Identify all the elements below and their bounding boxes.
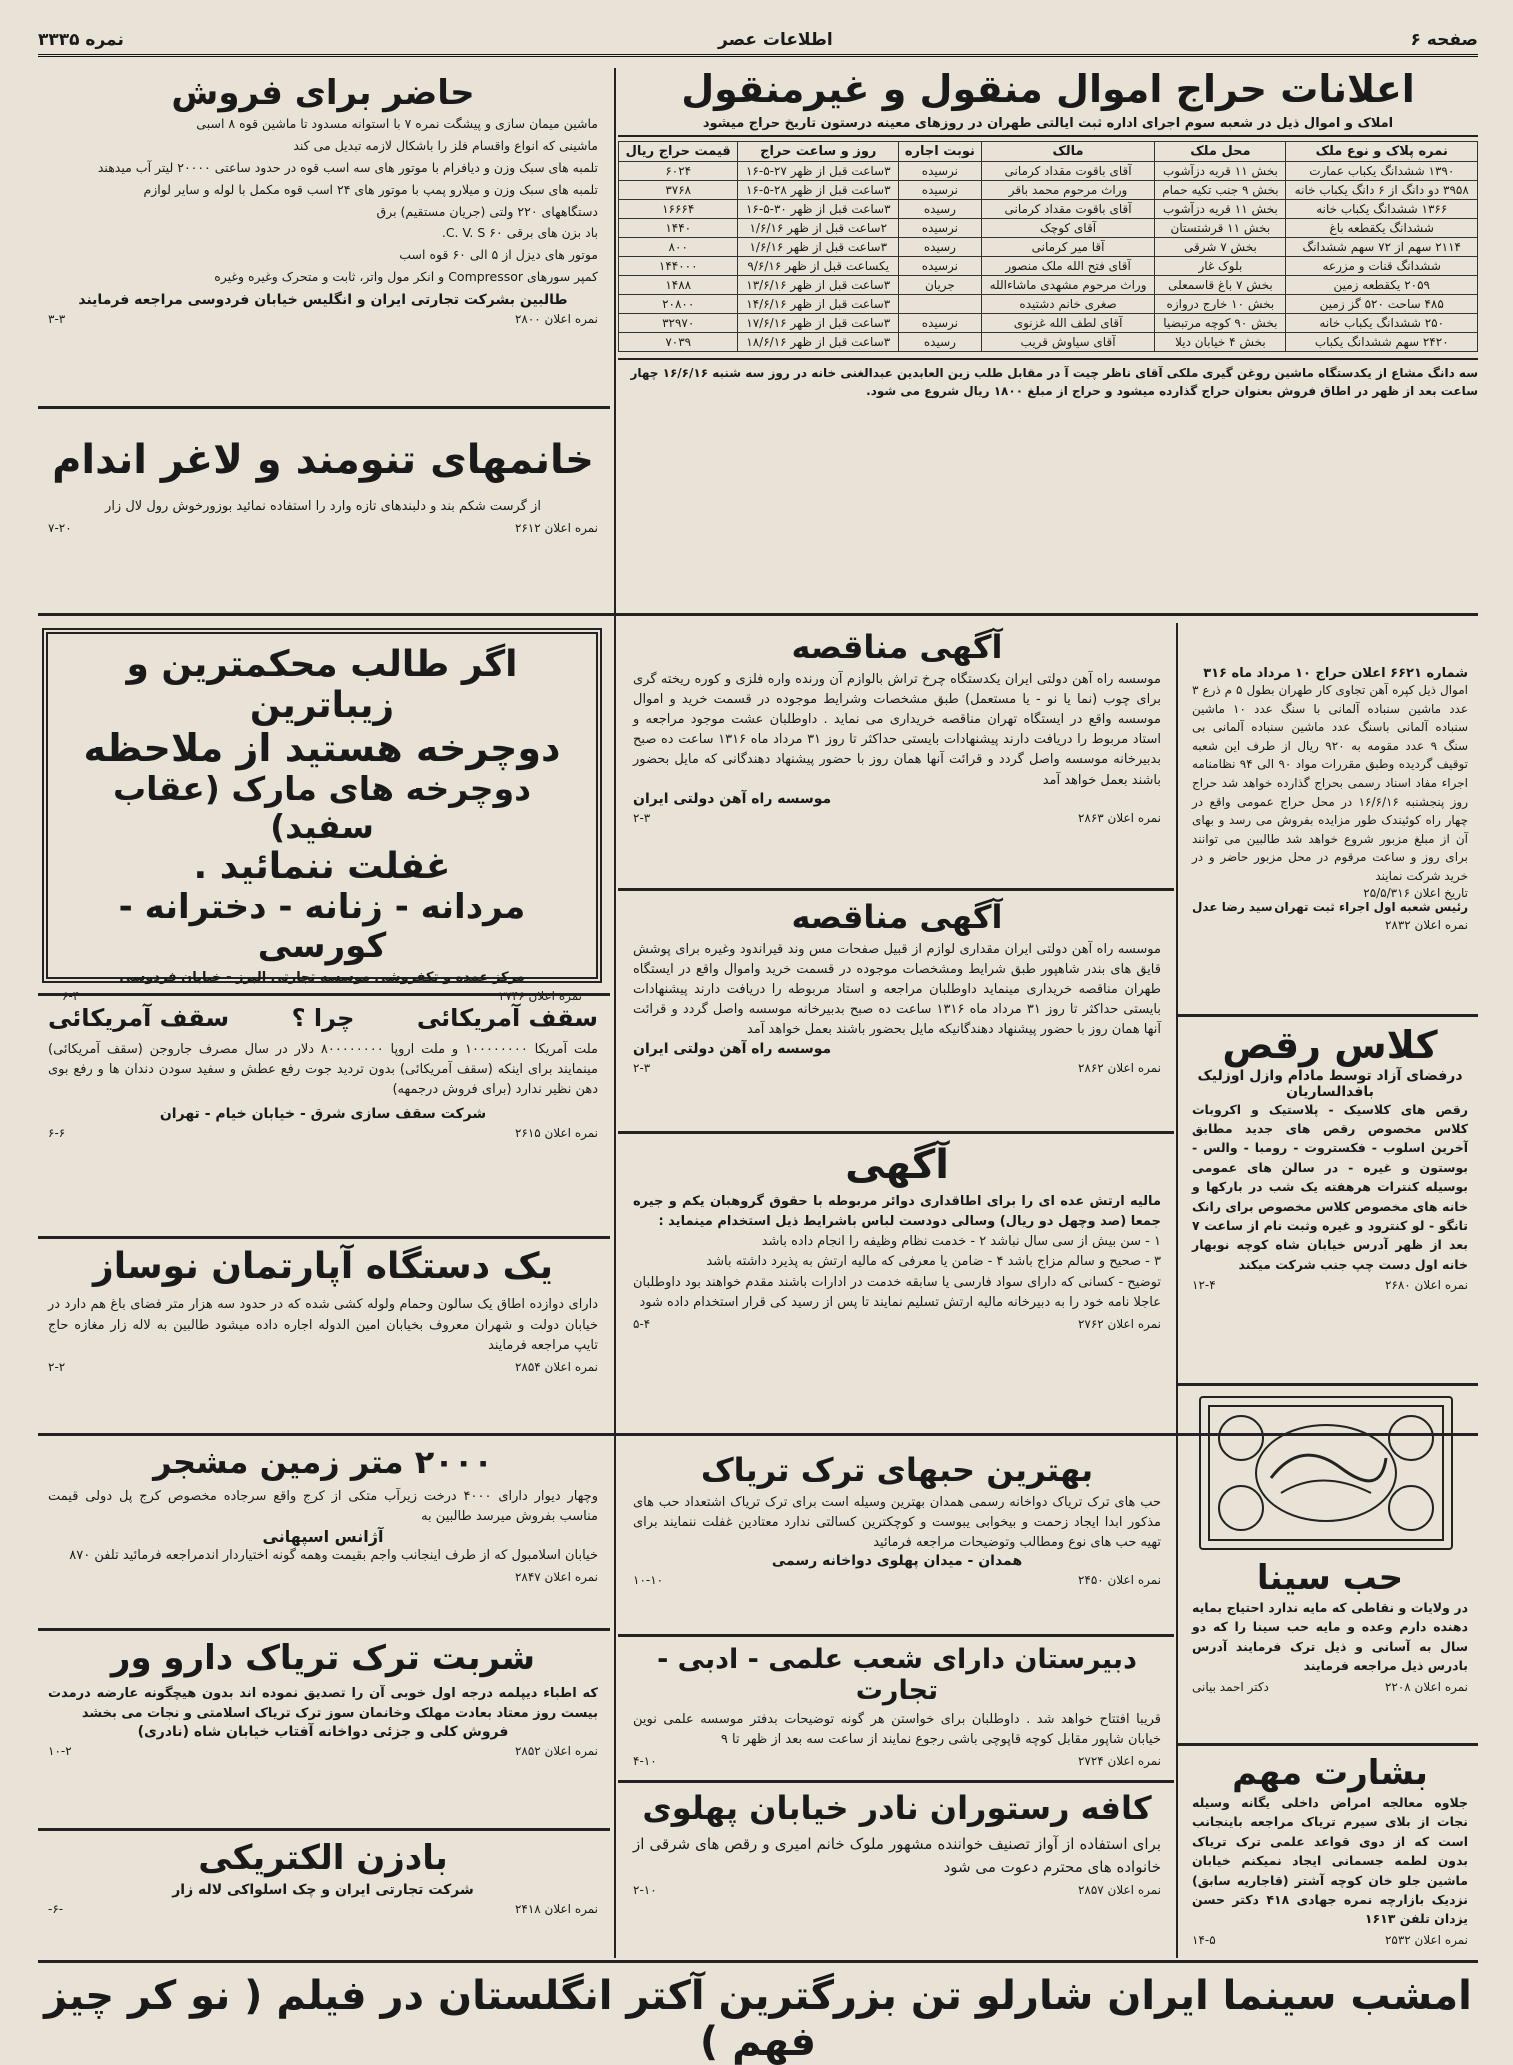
bicycle-line-3: دوچرخه های مارک (عقاب سفید) [112, 769, 532, 847]
bicycle-line-2: دوچرخه هستید از ملاحظه [83, 725, 561, 770]
auction-cell: ۱۶۶۶۴ [619, 199, 738, 218]
auction-cell: بخش ۹ جنب تکیه حمام [1155, 180, 1286, 199]
auction-cell: بخش ۱۱ قریه دزآشوب [1155, 161, 1286, 180]
auction-cell: بلوک غار [1155, 256, 1286, 275]
auction-cell: نرسیده [899, 256, 982, 275]
divider [1178, 1743, 1478, 1746]
auction-cell: آقای فتح الله ملک منصور [981, 256, 1155, 275]
school-code: ۴-۱۰ [633, 1754, 657, 1769]
opium-syrup-sale: فروش کلی و جزئی دواخانه آفتاب خیابان شاه (نادری) [137, 1724, 509, 1741]
auction-row [619, 294, 1478, 313]
auction-cell: آقای باقوت مقداد کرمانی [981, 199, 1155, 218]
ladies-code: ۷-۲۰ [48, 521, 72, 536]
opium-syrup-title: شربت ترک تریاک دارو ور [110, 1638, 536, 1678]
dance-code: ۱۲-۴ [1192, 1278, 1216, 1293]
auction-cell: رسیده [899, 199, 982, 218]
ladies-title: خانمهای تنومند و لاغر اندام [52, 437, 594, 483]
page-header [38, 28, 1478, 57]
tender-1-ad [623, 623, 1171, 885]
auction-cell: ۳ساعت قبل از ظهر ۲۷-۵-۱۶ [738, 161, 899, 180]
for-sale-line: تلمبه های سبک وزن و میلارو پمپ با موتور های ۲۴ اسب قوه مکمل با لوله و سایر لوازم [143, 181, 598, 197]
school-ad-number: نمره اعلان ۲۷۲۴ [1077, 1754, 1161, 1769]
sina-title: حب سینا [1256, 1558, 1404, 1598]
good-news-ad-number: نمره اعلان ۲۵۳۲ [1384, 1932, 1468, 1947]
hiring-notice-text: مالیه ارتش عده ای را برای اطاقداری دوائر مربوطه با حقوق گروهبان یکم و جیره جمعا (صد وچهل دو ریال) وسالی دودست لباس باشرایط ذیل استخدام مینماید : [633, 1194, 1161, 1230]
page-number: صفحه ۶ [1410, 30, 1478, 50]
column-rule [1176, 623, 1178, 1958]
divider [1178, 1383, 1478, 1386]
auction-cell: وراث مرحوم مشهدی ماشاءالله [981, 275, 1155, 294]
sina-address: دکتر احمد بیانی [1192, 1679, 1269, 1694]
land-ad-number: نمره اعلان ۲۸۴۷ [514, 1570, 598, 1585]
auction-cell: آقای سیاوش قریب [981, 332, 1155, 351]
court-signer-title: رئیس شعبه اول اجراء ثبت تهران [1274, 899, 1468, 914]
bicycle-shop: مرکز عمده و تکفروشی موسسه تجارتی البرز - خیابان فردوسی [119, 969, 525, 985]
opium-syrup-ad [38, 1633, 608, 1823]
best-pills-code: ۱۰-۱۰ [633, 1573, 664, 1588]
best-pills-ad [623, 1446, 1171, 1631]
dance-ad-number: نمره اعلان ۲۶۸۰ [1384, 1278, 1468, 1293]
school-title: دبیرستان دارای شعب علمی - ادبی - تجارت [657, 1644, 1137, 1707]
roof-code: ۶-۶ [48, 1126, 66, 1141]
apartment-ad [38, 1240, 608, 1430]
cafe-title: کافه رستوران نادر خیابان پهلوی [642, 1789, 1152, 1827]
auction-cell: ۸۰۰ [619, 237, 738, 256]
auction-cell: ۶۰۲۴ [619, 161, 738, 180]
auction-table [618, 141, 1478, 352]
for-sale-closing: طالبین بشرکت تجارتی ایران و انگلیس خیابان فردوسی مراجعه فرمایند [78, 292, 568, 309]
auction-cell: ششدانگ یکقطعه باغ [1286, 218, 1478, 237]
auction-cell: ۲۴۲۰ سهم ششدانگ یکباب [1286, 332, 1478, 351]
roof-ad-number: نمره اعلان ۲۶۱۵ [514, 1126, 598, 1141]
court-text: اموال ذیل کپره آهن تجاوی کار طهران بطول ۵ م ذرع ۳ عدد ماشین سنباده آلمانی با سنگ عدد ۱۰ ماشین سنباده آلمانی باسنگ عدد ماشین سنباده آلمانی بی سنگ ۹ عدد مقومه به ۹۲۰ ریال از طرف این شعبه توقیف گردیده وطبق مقررات مواد ۹۰ الی ۹۴ نظامنامه اجراء مفاد اسناد رسمی بحراج گذارده خواهد شد حراج روز پنجشنبه ۱۶/۶/۱۶ در محل حراج عمومی واقع در چهار راه کوئیندک طور مزایده بفروش می رسد و بهای آن از مبلغ مزبور شروع خواهد شد طالبین می توانند برای روز و ساعت مرقوم در محل مزبور حاضر و در خرید شرکت نمایند [1192, 683, 1468, 883]
fan-title: بادزن الکتریکی [198, 1838, 448, 1878]
apartment-text: دارای دوازده اطاق یک سالون وحمام ولوله کشی شده که در حدود سه هزار متر فضای باغ هم دارد در خیابان دولت و شهران معروف بخیابان امین الدوله اجاره داده میشود طالبین به لاله زار مغازه حاج تایپ مراجعه فرمایند [48, 1297, 598, 1353]
bicycle-line-5: مردانه - زنانه - دخترانه - کورسی [118, 886, 526, 966]
for-sale-line: ماشین میمان سازی و پیشگت نمره ۷ با استوانه مسدود تا ماشین قوه ۸ اسبی [196, 116, 598, 132]
sina-ad-number: نمره اعلان ۲۲۰۸ [1384, 1679, 1468, 1694]
auction-cell: ۱۳۹۰ ششدانگ یکباب عمارت [1286, 161, 1478, 180]
auction-cell: بخش ۱۱ قریه دزآشوب [1155, 199, 1286, 218]
divider [618, 1780, 1174, 1783]
court-auction-ad [1182, 660, 1478, 1012]
divider [38, 1960, 1478, 1963]
best-pills-ad-number: نمره اعلان ۲۴۵۰ [1077, 1573, 1161, 1588]
auction-cell: بخش ۹۰ کوچه مرتبضیا [1155, 313, 1286, 332]
divider [38, 406, 610, 409]
for-sale-line: کمپر سورهای Compressor و انکر مول واتر، ثابت و متحرک وغیره وغیره [214, 269, 598, 285]
sina-text: در ولایات و نقاطی که مایه ندارد احتیاج بمایه دهنده دارم وعده و مایه حب سینا را که دو سال به آسانی و ذیل ترک فرمایند آدرس بادرس ذیل مراجعه فرمایند [1192, 1600, 1468, 1674]
auction-cell: ۲ساعت قبل از ظهر ۱/۶/۱۶ [738, 218, 899, 237]
good-news-title: بشارت مهم [1232, 1753, 1428, 1793]
land-address: خیابان اسلامبول که از طرف اینجانب واجم بقیمت وهمه گونه اختیاردار اندمراجعه فرمائید تلفن ۸۷۰ [69, 1548, 598, 1564]
cafe-ad [623, 1784, 1171, 1949]
for-sale-ad-number: نمره اعلان ۲۸۰۰ [514, 312, 598, 327]
auction-row [619, 218, 1478, 237]
auction-cell: ۳ساعت قبل از ظهر ۱۴/۶/۱۶ [738, 294, 899, 313]
good-news-text: جلاوه معالجه امراض داخلی یگانه وسیله نجات از بلای سیرم تریاک مراجعه باینجانب است که از دوی قواعد علمی ترک تریاک بدون لطمه جسمانی ایجاد نمیکنم خیابان ماشین جلو خان کوچه آشتر (قاجاریه سابق) نزدیک بازارچه نمره جهادی ۴۱۸ دکتر حسن یزدان تلفن ۱۶۱۳ [1192, 1795, 1468, 1927]
land-title: ۲۰۰۰ متر زمین مشجر [153, 1443, 493, 1481]
auction-cell: آقای لطف الله غزنوی [981, 313, 1155, 332]
divider [618, 1131, 1174, 1134]
hiring-condition: ۱ - سن بیش از سی سال نباشد ۲ - خدمت نظام وظیفه را انجام داده باشد [761, 1234, 1161, 1250]
fan-ad [38, 1833, 608, 1953]
auction-cell: نرسیده [899, 161, 982, 180]
auction-cell: ۱۳۶۶ ششدانگ یکباب خانه [1286, 199, 1478, 218]
apartment-title: یک دستگاه آپارتمان نوساز [93, 1246, 553, 1287]
auction-cell: بخش ۱۰ خارج دروازه [1155, 294, 1286, 313]
school-ad [623, 1638, 1171, 1778]
hiring-condition: توضیح - کسانی که دارای سواد فارسی یا سابقه خدمت در ادارات باشند مقدم خواهند بود داوطلبان عاجلا نامه خود را به دبیرخانه مالیه ارتش تسلیم نمایند تا پس از رسید کی قرار استخدام داده شود [633, 1274, 1161, 1310]
auction-column-header: قیمت حراج ریال [619, 141, 738, 161]
roof-company: شرکت سقف سازی شرق - خیابان خیام - تهران [159, 1106, 487, 1123]
auction-column-header: نوبت اجاره [899, 141, 982, 161]
tender-2-org: موسسه راه آهن دولتی ایران [633, 1040, 832, 1057]
tender-1-org: موسسه راه آهن دولتی ایران [633, 790, 832, 807]
divider [38, 993, 610, 996]
auction-cell: بخش ۷ باغ قاسمعلی [1155, 275, 1286, 294]
hiring-notice-code: ۵-۴ [633, 1316, 651, 1331]
roof-ad [38, 998, 608, 1228]
auction-cell: ۴۸۵ ساحت ۵۲۰ گز زمین [1286, 294, 1478, 313]
auction-row [619, 256, 1478, 275]
newspaper-name: اطلاعات عصر [718, 30, 833, 50]
tender-1-title: آگهی مناقصه [791, 628, 1003, 666]
auction-cell: ۲۰۵۹ یکقطعه زمین [1286, 275, 1478, 294]
auction-row [619, 180, 1478, 199]
auction-cell: ۱۴۴۰ [619, 218, 738, 237]
hiring-notice-conditions [633, 1232, 1161, 1313]
issue-number: نمره ۳۳۳۵ [38, 30, 124, 50]
auction-cell: ۷۰۳۹ [619, 332, 738, 351]
auction-row [619, 313, 1478, 332]
auction-cell: نرسیده [899, 180, 982, 199]
cafe-ad-number: نمره اعلان ۲۸۵۷ [1077, 1883, 1161, 1898]
hiring-notice-ad-number: نمره اعلان ۲۷۶۲ [1077, 1316, 1161, 1331]
court-date: تاریخ اعلان ۲۵/۵/۳۱۶ [1363, 885, 1468, 900]
bicycle-line-1: اگر طالب محکمترین و زیباترین [126, 644, 518, 727]
apartment-ad-number: نمره اعلان ۲۸۵۴ [514, 1359, 598, 1374]
auction-cell: جریان [899, 275, 982, 294]
sina-stamp-logo [1199, 1396, 1453, 1550]
auction-cell: ۳ساعت قبل از ظهر ۱۷/۶/۱۶ [738, 313, 899, 332]
auction-row [619, 275, 1478, 294]
auction-row [619, 237, 1478, 256]
apartment-code: ۲-۲ [48, 1359, 66, 1374]
school-text: قریبا افتتاح خواهد شد . داوطلبان برای خواستن هر گونه توضیحات بدفتر موسسه علمی نوین خیابان شاپور مقابل کوچه قاپوچی باشی رجوع نمایند از ساعت سه بعد از ظهر تا ۹ [633, 1712, 1161, 1748]
auction-cell: نرسیده [899, 218, 982, 237]
auction-cell: نرسیده [899, 313, 982, 332]
for-sale-line: تلمبه های سبک وزن و دیافرام با موتور های سه اسب قوه در حدود ساعتی ۲۰۰۰۰ لیتر آب میدهند [97, 159, 598, 175]
roof-title-mid: چرا ؟ [291, 1004, 355, 1032]
court-ad-number: نمره اعلان ۲۸۳۲ [1384, 917, 1468, 932]
divider [38, 1828, 610, 1831]
auction-cell: آقا میر کرمانی [981, 237, 1155, 256]
for-sale-line: ماشینی که انواع واقسام فلز را باشکال لازمه تبدیل می کند [293, 137, 598, 153]
auction-cell: ۲۱۱۴ سهم از ۷۲ سهم ششدانگ [1286, 237, 1478, 256]
hiring-notice-title: آگهی [845, 1142, 949, 1188]
for-sale-ad [38, 68, 608, 398]
ladies-text: از گرست شکم بند و دلبندهای تازه وارد را استفاده نمائید بوزورخوش رول لال زار [105, 499, 541, 514]
auction-column-header: نمره پلاک و نوع ملک [1286, 141, 1478, 161]
column-rule [614, 68, 616, 1958]
auction-subtitle: املاک و اموال ذیل در شعبه سوم اجرای اداره ثبت ایالتی طهران در روزهای معینه درستون تاریخ حراج میشود [618, 116, 1478, 137]
auction-cell: وراث مرحوم محمد باقر [981, 180, 1155, 199]
for-sale-line: دستگاههای ۲۲۰ ولتی (جریان مستقیم) برق [376, 203, 598, 219]
divider [38, 1236, 610, 1239]
auction-cell: ۳ساعت قبل از ظهر ۲۸-۵-۱۶ [738, 180, 899, 199]
dance-class-ad [1182, 1018, 1478, 1380]
land-agency: آژانس اسپهانی [262, 1527, 384, 1547]
cinema-banner: امشب سینما ایران شارلو تن بزرگترین آکتر انگلستان در فیلم ( نو کر چیز فهم ) [44, 1973, 1472, 2065]
auction-row [619, 332, 1478, 351]
bicycle-line-4: غفلت ننمائید . [193, 846, 451, 888]
auction-cell: ۲۵۰ ششدانگ یکباب خانه [1286, 313, 1478, 332]
bicycle-ad [42, 628, 602, 983]
opium-syrup-ad-number: نمره اعلان ۲۸۵۲ [514, 1744, 598, 1759]
for-sale-code: ۳-۳ [48, 312, 66, 327]
divider [618, 888, 1174, 891]
auction-cell: بخش ۱۱ قرشتستان [1155, 218, 1286, 237]
auction-cell: بخش ۷ شرقی [1155, 237, 1286, 256]
cafe-code: ۲-۱۰ [633, 1883, 657, 1898]
fan-text: شرکت تجارتی ایران و چک اسلواکی لاله زار [172, 1882, 474, 1899]
auction-row [619, 161, 1478, 180]
auction-notice [618, 68, 1478, 628]
for-sale-line: باد بزن های برقی ۶۰ C. V. S. [441, 225, 598, 241]
auction-cell: بخش ۴ خیابان دیلا [1155, 332, 1286, 351]
auction-cell: رسیده [899, 332, 982, 351]
ladies-ad [38, 413, 608, 603]
divider [1178, 1014, 1478, 1017]
good-news-ad [1182, 1748, 1478, 1953]
tender-1-ad-number: نمره اعلان ۲۸۶۳ [1077, 810, 1161, 825]
auction-cell: صغری خانم دشتیده [981, 294, 1155, 313]
auction-column-header: محل ملک [1155, 141, 1286, 161]
auction-row [619, 199, 1478, 218]
auction-cell: رسیده [899, 237, 982, 256]
divider [618, 1634, 1174, 1637]
land-ad [38, 1438, 608, 1623]
hiring-notice [623, 1136, 1171, 1441]
auction-cell: ششدانگ قنات و مزرعه [1286, 256, 1478, 275]
auction-cell: ۱۴۴۰۰۰ [619, 256, 738, 275]
tender-2-title: آگهی مناقصه [791, 898, 1003, 936]
auction-column-header: روز و ساعت حراج [738, 141, 899, 161]
newspaper-page [38, 28, 1478, 2065]
best-pills-text: حب های ترک تریاک دواخانه رسمی همدان بهترین وسیله است برای ترک تریاک اشتعداد حب های مذکور ابدا ایجاد زحمت و بیخوابی یبوست و کوچکترین کسالتی ندارد معتادین غفلت ننمایند برای تهیه حب های نوع ومطالب وتوضیحات مراجعه فرمائید [633, 1494, 1161, 1551]
roof-title-right: سقف آمریکائی [416, 1004, 598, 1032]
tender-1-code: ۲-۳ [633, 810, 651, 825]
opium-syrup-text: که اطباء دیپلمه درجه اول خوبی آن را تصدیق نموده اند بدون هیچگونه عارضه درمدت بیست روز معتاد بعادت مهلک وخانمان سوز ترک تریاک اسلامتی و نجات می بخشد [48, 1686, 598, 1722]
for-sale-lines [48, 113, 598, 288]
auction-cell: آقای کوچک [981, 218, 1155, 237]
tender-2-text: موسسه راه آهن دولتی ایران مقداری لوازم از قبیل صفحات مس وند قیراندود وغیره برای پوشش قایق های بندر شاهپور طبق شرایط ومشخصات موجوده در قسمت خرید واموال واقع در ایستگاه طهران مناقصه خریداری مینماید داوطلبان مراجعه و استاد مربوطه را دریافت دارند پیشنهادات بایستی حداکثر تا روز ۳۱ مرداد ماه ۱۳۱۶ ساعت ده صبح بدبیرخانه موسسه واصل گردد و قرائت آنها همان روز با حضور پیشنهاد دهندگانیکه مایل بحضور باشند بعمل خواهد آمد [633, 941, 1161, 1038]
auction-cell: ۳ساعت قبل از ظهر ۱۳/۶/۱۶ [738, 275, 899, 294]
best-pills-title: بهترین حبهای ترک تریاک [700, 1451, 1094, 1489]
divider [38, 1628, 610, 1631]
roof-title-left: سقف آمریکائی [48, 1004, 230, 1032]
auction-cell: ۱۴۸۸ [619, 275, 738, 294]
ladies-ad-number: نمره اعلان ۲۶۱۲ [514, 521, 598, 536]
tender-2-ad [623, 893, 1171, 1128]
dance-subtitle: درفضای آزاد توسط مادام وازل اوزلیک بافدالساریان [1197, 1067, 1463, 1100]
sina-stamp-graphic [1201, 1398, 1451, 1548]
auction-note: سه دانگ مشاع از یکدستگاه ماشین روغن گیری ملکی آقای ناظر چیت آ در مقابل طلب زین العابدین عبدالغنی خانه در روز سه شنبه ۱۶/۶/۱۶ چهار ساعت بعد از ظهر در اطاق فروش بعنوان حراج گذارده میشود و حراج از مبلغ ۱۸۰۰ ریال شروع می شود. [618, 358, 1478, 400]
sina-pills-ad [1182, 1553, 1478, 1738]
auction-cell [899, 294, 982, 313]
hiring-condition: ۳ - صحیح و سالم مزاج باشد ۴ - ضامن یا معرفی که مالیه ارتش به پذیرد داشته باشد [706, 1254, 1161, 1270]
tender-2-ad-number: نمره اعلان ۲۸۶۲ [1077, 1060, 1161, 1075]
for-sale-line: موتور های دیزل از ۵ الی ۶۰ قوه اسب [399, 247, 598, 263]
good-news-code: ۱۴-۵ [1192, 1932, 1216, 1947]
auction-cell: ۲۰۸۰۰ [619, 294, 738, 313]
dance-title: کلاس رقص [1222, 1023, 1438, 1067]
auction-column-header: مالک [981, 141, 1155, 161]
fan-code: -۶- [48, 1902, 64, 1917]
auction-cell: ۳۷۶۸ [619, 180, 738, 199]
auction-cell: یکساعت قبل از ظهر ۹/۶/۱۶ [738, 256, 899, 275]
auction-cell: ۳ساعت قبل از ظهر ۳۰-۵-۱۶ [738, 199, 899, 218]
fan-ad-number: نمره اعلان ۲۴۱۸ [514, 1902, 598, 1917]
auction-cell: ۳۹۵۸ دو دانگ از ۶ دانگ یکباب خانه [1286, 180, 1478, 199]
opium-syrup-code: ۱۰-۲ [48, 1744, 72, 1759]
tender-1-text: موسسه راه آهن دولتی ایران یکدستگاه چرخ تراش بالوازم آن ورنده واره فلزی و کوره ریخته گری برای چوب (نما یا نو - یا مستعمل) طبق مشخصات وشرایط موجوده در قسمت خرید و اموال موسسه واقع در ایستگاه تهران مناقصه خریداری می نماید . داوطلبان عشت موجود مراجعه و استاد مربوط را دریافت دارند پیشنهادات بایستی حداکثر تا روز ۳۱ مرداد ماه ۱۳۱۶ ساعت ده صبح بدبیرخانه موسسه واصل گردد و قرائت آنها همان روز با حضور پیشنهاد دهندگانی که مایل بحضور باشند بعمل خواهد آمد [633, 671, 1161, 788]
auction-cell: ۳۲۹۷۰ [619, 313, 738, 332]
roof-text: ملت آمریکا ۱۰۰۰۰۰۰۰۰ و ملت اروپا ۸۰۰۰۰۰۰۰۰ دلار در سال مصرف جاروجن (سقف آمریکائی) مینمایند برای اینکه (سقف آمریکائی) بدون تردید جوت رفع عطش و سفید سودن دندان ها و رفع بوی دهن نظیر ندارد (برای فروش درجمهه) [48, 1042, 598, 1098]
auction-cell: ۳ساعت قبل از ظهر ۱/۶/۱۶ [738, 237, 899, 256]
cafe-text: برای استفاده از آواز تصنیف خواننده مشهور ملوک خانم امیری و رقص های شرقی از خانواده های محترم دعوت می شود [633, 1834, 1161, 1877]
for-sale-title: حاضر برای فروش [171, 73, 475, 113]
auction-cell: آقای باقوت مقداد کرمانی [981, 161, 1155, 180]
auction-cell: ۳ساعت قبل از ظهر ۱۸/۶/۱۶ [738, 332, 899, 351]
court-signer: سید رضا عدل [1192, 899, 1273, 914]
tender-2-code: ۲-۳ [633, 1060, 651, 1075]
auction-title: اعلانات حراج اموال منقول و غیرمنقول [681, 67, 1415, 111]
land-text: وچهار دیوار دارای ۴۰۰۰ درخت زیرآب متکی از کرج واقع سرجاده مخصوص کرج پل دولی قیمت مناسب بفروش میرسد طالبین به [48, 1488, 598, 1524]
dance-text: رقص های کلاسیک - پلاستیک و اکروبات کلاس مخصوص رقص های جدید مطابق آخرین اسلوب - فکستروت - رومبا - والس - بوستون و غیره - در سالن های عمومی بوسیله کنترات هرهفته یک شب در بارکها و خانه های مخصوص کلاس مخصوص برای رانک تانگو - لو کنترود و غیره وثبت نام از ساعت ۷ بعد از ظهر آدرس خیابان شاه کوچه نوبهار خانه اول دست چپ جنب شرکت میکند [1192, 1101, 1468, 1272]
divider [38, 613, 1478, 616]
court-header: شماره ۶۶۲۱ اعلان حراج ۱۰ مرداد ماه ۳۱۶ [1203, 666, 1468, 681]
best-pills-address: همدان - میدان پهلوی دواخانه رسمی [771, 1553, 1023, 1570]
